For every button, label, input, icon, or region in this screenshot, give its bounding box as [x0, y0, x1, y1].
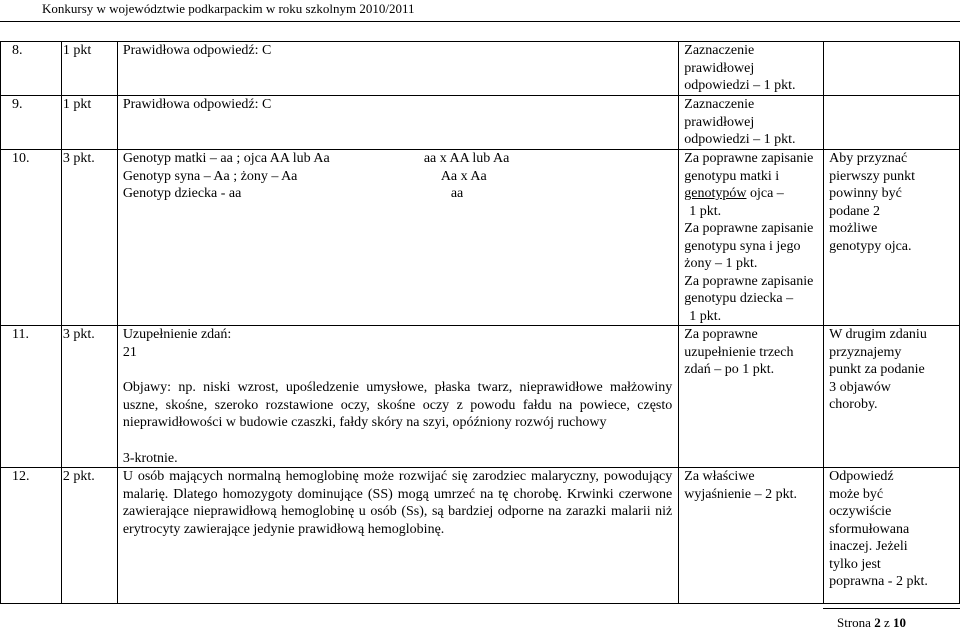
task-points: 1 pkt [61, 42, 117, 96]
scoring-note [824, 96, 960, 150]
scoring-criteria: Za właściwe wyjaśnienie – 2 pkt. [679, 468, 824, 604]
total-pages: 10 [892, 615, 906, 630]
task-answer [117, 326, 678, 468]
table-row [1, 150, 960, 326]
task-points: 3 pkt. [61, 326, 117, 468]
current-page: 2 [874, 615, 881, 630]
explanation-text: U osób mających normalną hemoglobinę może rozwijać się zarodziec malaryczny, powodujący malarię. Dlatego homozygoty dominujące (SS) mogą umrzeć na tę chorobę. Krwinki czerwone zawierające nieprawidłową hemoglobinę u osób (Ss), są bardziej odporne na zarazki malarii niż erytrocyty zawierające jedynie prawidłową hemoglobinę. [122, 469, 673, 537]
task-points: 3 pkt. [61, 150, 117, 326]
scoring-note: W drugim zdaniu przyznajemy punkt za podanie 3 objawów choroby. [824, 326, 960, 468]
task-answer [117, 468, 678, 604]
completion-label: Uzupełnienie zdań: [122, 327, 232, 342]
task-points: 2 pkt. [61, 468, 117, 604]
table-row [1, 96, 960, 150]
task-number: 8. [1, 42, 62, 96]
task-points: 1 pkt [61, 96, 117, 150]
task-number: 11. [1, 326, 62, 468]
scoring-criteria: Za poprawne uzupełnienie trzech zdań – po 1 pkt. [679, 326, 824, 468]
scoring-note: Odpowiedź może być oczywiście sformułowana inaczej. Jeżeli tylko jest poprawna - 2 pkt. [824, 468, 960, 604]
scoring-note [824, 42, 960, 96]
table-row [1, 326, 960, 468]
task-answer: Prawidłowa odpowiedź: C [117, 96, 678, 150]
table-row [1, 42, 960, 96]
symptoms-text: Objawy: np. niski wzrost, upośledzenie umysłowe, płaska twarz, nieprawidłowe małżowiny uszne, skośne, szeroko rozstawione oczy, skośne oczy z powodu fałdu na powiece, często nieprawidłowości w budowie czaszki, fałdy skóry na szyi, opóźniony rozwój ruchowy [122, 380, 673, 430]
scoring-criteria: Za poprawne zapisanie genotypu matki i genotypów ojca – 1 pkt. Za poprawne zapisanie genotypu syna i jego żony – 1 pkt. Za poprawne zapisanie genotypu dziecka – 1 pkt. [679, 150, 824, 326]
genotype-line: Genotyp syna – Aa ; żony – Aa Aa x Aa [122, 168, 487, 184]
task-answer: Prawidłowa odpowiedź: C [117, 42, 678, 96]
task-answer [117, 150, 678, 326]
answer-key-table [0, 41, 960, 604]
table-row [1, 468, 960, 604]
page-footer: Strona 2 z 10 [837, 615, 906, 630]
task-number: 12. [1, 468, 62, 604]
completion-value: 21 [122, 344, 137, 360]
task-number: 9. [1, 96, 62, 150]
scoring-criteria: Zaznaczenie prawidłowej odpowiedzi – 1 pkt. [679, 42, 824, 96]
criteria-line-underlined: genotypów ojca – [684, 186, 784, 201]
scoring-note: Aby przyznać pierwszy punkt powinny być podane 2 możliwe genotypy ojca. [824, 150, 960, 326]
frequency-text: 3-krotnie. [122, 450, 178, 466]
page-header: Konkursy w województwie podkarpackim w roku szkolnym 2010/2011 [42, 1, 415, 16]
footer-rule [823, 608, 960, 609]
task-number: 10. [1, 150, 62, 326]
scoring-criteria: Zaznaczenie prawidłowej odpowiedzi – 1 pkt. [679, 96, 824, 150]
header-rule [0, 21, 960, 22]
genotype-line: Genotyp dziecka - aa aa [122, 186, 464, 201]
genotype-line: Genotyp matki – aa ; ojca AA lub Aa aa x AA lub Aa [122, 151, 510, 166]
